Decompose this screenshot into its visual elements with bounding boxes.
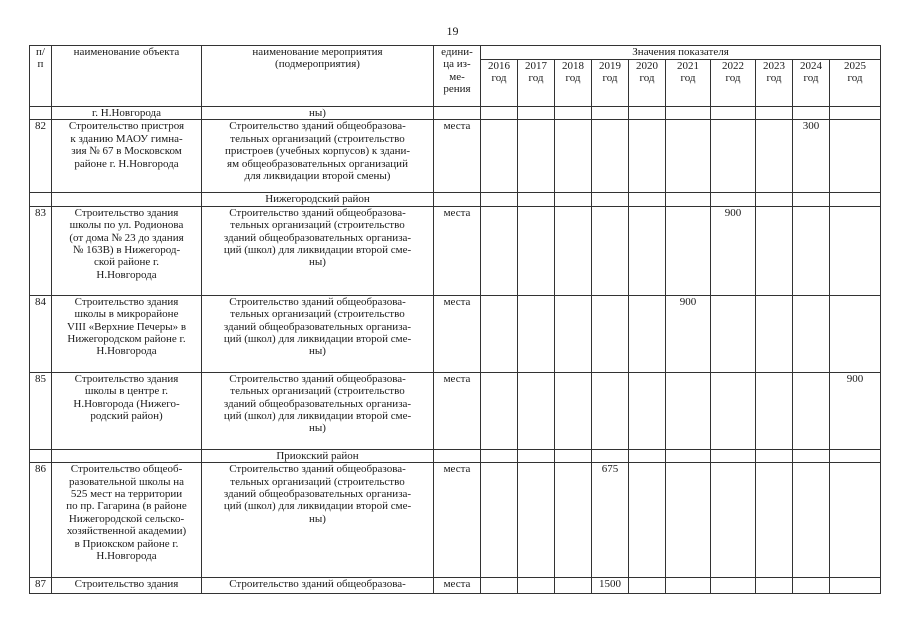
value-cell <box>481 372 518 449</box>
section-empty-cell <box>756 193 793 206</box>
section-empty-cell <box>756 449 793 462</box>
header-year: 2022 год <box>711 60 756 107</box>
header-year: 2016 год <box>481 60 518 107</box>
header-unit-text: едини- ца из- ме- рения <box>441 46 473 96</box>
section-num <box>30 193 52 206</box>
header-year: 2024 год <box>793 60 830 107</box>
value-cell <box>555 463 592 578</box>
value-cell <box>629 463 666 578</box>
value-cell <box>711 463 756 578</box>
continuation-unit <box>434 107 481 120</box>
value-cell <box>555 372 592 449</box>
header-values <box>481 46 881 60</box>
section-num <box>30 449 52 462</box>
section-empty-cell <box>518 449 555 462</box>
continuation-value <box>629 107 666 120</box>
section-title: Нижегородский район <box>202 193 434 206</box>
section-row <box>30 449 881 462</box>
page-number: 19 <box>446 24 459 38</box>
header-row-1 <box>30 46 881 60</box>
section-empty-cell <box>666 193 711 206</box>
value-cell <box>555 578 592 594</box>
measure-name: Строительство зданий общеобразова- тельных организаций (строительство зданий общеобразовательных организа- ций (школ) для ликвидации второй сме- ны) <box>202 295 434 372</box>
unit: места <box>434 463 481 578</box>
row-number: 82 <box>30 120 52 193</box>
section-empty-cell <box>481 449 518 462</box>
value-cell <box>756 578 793 594</box>
value-cell <box>592 120 629 193</box>
measure-name: Строительство зданий общеобразова- <box>202 578 434 594</box>
value-cell <box>666 120 711 193</box>
value-cell: 900 <box>830 372 881 449</box>
section-empty-cell <box>793 449 830 462</box>
table-row <box>30 372 881 449</box>
unit: места <box>434 372 481 449</box>
value-cell <box>629 578 666 594</box>
measure-name: Строительство зданий общеобразова- тельных организаций (строительство зданий общеобразовательных организа- ций (школ) для ликвидации второй сме- ны) <box>202 206 434 295</box>
section-empty-cell <box>629 193 666 206</box>
section-empty-cell <box>434 193 481 206</box>
section-empty-cell <box>592 193 629 206</box>
value-cell <box>481 463 518 578</box>
header-measure <box>202 46 434 107</box>
continuation-value <box>830 107 881 120</box>
value-cell <box>793 578 830 594</box>
value-cell <box>629 372 666 449</box>
table-body <box>30 107 881 594</box>
continuation-object: г. Н.Новгорода <box>52 107 202 120</box>
value-cell <box>592 295 629 372</box>
value-cell <box>756 372 793 449</box>
header-year: 2017 год <box>518 60 555 107</box>
header-object <box>52 46 202 107</box>
unit: места <box>434 295 481 372</box>
section-empty-cell <box>711 449 756 462</box>
continuation-value <box>711 107 756 120</box>
value-cell: 675 <box>592 463 629 578</box>
header-num <box>30 46 52 107</box>
header-year: 2018 год <box>555 60 592 107</box>
header-values-text: Значения показателя <box>632 46 729 58</box>
section-empty-cell <box>830 193 881 206</box>
value-cell <box>481 295 518 372</box>
value-cell <box>518 206 555 295</box>
continuation-row <box>30 107 881 120</box>
row-number: 83 <box>30 206 52 295</box>
measure-name: Строительство зданий общеобразова- тельных организаций (строительство пристроев (учебных корпусов) к здани- ям общеобразовательных организаций для ликвидации второй смены) <box>202 120 434 193</box>
value-cell <box>793 463 830 578</box>
value-cell <box>793 206 830 295</box>
header-object-text: наименование объекта <box>73 46 180 58</box>
header-year: 2020 год <box>629 60 666 107</box>
value-cell <box>711 295 756 372</box>
table-row <box>30 578 881 594</box>
value-cell <box>666 463 711 578</box>
continuation-value <box>481 107 518 120</box>
value-cell <box>592 372 629 449</box>
section-empty-cell <box>555 449 592 462</box>
value-cell: 900 <box>666 295 711 372</box>
header-year: 2023 год <box>756 60 793 107</box>
unit: места <box>434 120 481 193</box>
header-year: 2021 год <box>666 60 711 107</box>
value-cell <box>830 295 881 372</box>
value-cell <box>830 206 881 295</box>
value-cell <box>518 463 555 578</box>
row-number: 84 <box>30 295 52 372</box>
unit: места <box>434 206 481 295</box>
continuation-value <box>592 107 629 120</box>
object-name: Строительство общеоб- разовательной школы на 525 мест на территории по пр. Гагарина (в районе Нижегородской сельско- хозяйственной академии) в Приокском районе г. Н.Новгорода <box>52 463 202 578</box>
table-row <box>30 463 881 578</box>
value-cell <box>830 120 881 193</box>
value-cell <box>629 295 666 372</box>
value-cell <box>555 206 592 295</box>
unit: места <box>434 578 481 594</box>
section-empty-cell <box>555 193 592 206</box>
section-empty-cell <box>629 449 666 462</box>
row-number: 87 <box>30 578 52 594</box>
row-number: 86 <box>30 463 52 578</box>
indicator-table <box>29 45 881 594</box>
value-cell <box>711 372 756 449</box>
header-year: 2019 год <box>592 60 629 107</box>
row-number: 85 <box>30 372 52 449</box>
value-cell <box>756 295 793 372</box>
value-cell <box>711 578 756 594</box>
value-cell <box>666 372 711 449</box>
value-cell: 300 <box>793 120 830 193</box>
continuation-measure: ны) <box>202 107 434 120</box>
object-name: Строительство здания школы в микрорайоне VIII «Верхние Печеры» в Нижегородском районе г. Н.Новгорода <box>52 295 202 372</box>
section-object <box>52 193 202 206</box>
section-empty-cell <box>711 193 756 206</box>
value-cell <box>756 206 793 295</box>
value-cell <box>629 120 666 193</box>
value-cell <box>666 206 711 295</box>
value-cell <box>481 206 518 295</box>
value-cell <box>756 120 793 193</box>
header-unit <box>434 46 481 107</box>
table-row <box>30 295 881 372</box>
object-name: Строительство здания школы в центре г. Н.Новгорода (Нижего- родский район) <box>52 372 202 449</box>
value-cell <box>481 120 518 193</box>
value-cell <box>830 463 881 578</box>
section-empty-cell <box>793 193 830 206</box>
table-row <box>30 120 881 193</box>
value-cell <box>666 578 711 594</box>
section-empty-cell <box>666 449 711 462</box>
header-num-text: п/ п <box>36 46 45 71</box>
section-empty-cell <box>830 449 881 462</box>
continuation-num <box>30 107 52 120</box>
value-cell <box>629 206 666 295</box>
value-cell <box>555 120 592 193</box>
object-name: Строительство здания школы по ул. Родионова (от дома № 23 до здания № 163В) в Нижегород- ской районе г. Н.Новгорода <box>52 206 202 295</box>
value-cell <box>518 578 555 594</box>
value-cell <box>592 206 629 295</box>
continuation-value <box>793 107 830 120</box>
value-cell <box>830 578 881 594</box>
section-empty-cell <box>592 449 629 462</box>
header-measure-text: наименование мероприятия (подмероприятия) <box>252 46 383 71</box>
value-cell <box>555 295 592 372</box>
section-empty-cell <box>481 193 518 206</box>
value-cell <box>518 372 555 449</box>
section-title: Приокский район <box>202 449 434 462</box>
value-cell <box>793 295 830 372</box>
header-year: 2025 год <box>830 60 881 107</box>
section-row <box>30 193 881 206</box>
continuation-value <box>666 107 711 120</box>
table-row <box>30 206 881 295</box>
value-cell <box>793 372 830 449</box>
continuation-value <box>518 107 555 120</box>
measure-name: Строительство зданий общеобразова- тельных организаций (строительство зданий общеобразовательных организа- ций (школ) для ликвидации второй сме- ны) <box>202 463 434 578</box>
value-cell <box>756 463 793 578</box>
value-cell <box>518 120 555 193</box>
continuation-value <box>555 107 592 120</box>
value-cell <box>481 578 518 594</box>
measure-name: Строительство зданий общеобразова- тельных организаций (строительство зданий общеобразовательных организа- ций (школ) для ликвидации второй сме- ны) <box>202 372 434 449</box>
value-cell: 1500 <box>592 578 629 594</box>
value-cell: 900 <box>711 206 756 295</box>
section-empty-cell <box>434 449 481 462</box>
continuation-value <box>756 107 793 120</box>
section-empty-cell <box>518 193 555 206</box>
value-cell <box>711 120 756 193</box>
value-cell <box>518 295 555 372</box>
object-name: Строительство здания <box>52 578 202 594</box>
section-object <box>52 449 202 462</box>
object-name: Строительство пристроя к зданию МАОУ гимна- зия № 67 в Московском районе г. Н.Новгорода <box>52 120 202 193</box>
